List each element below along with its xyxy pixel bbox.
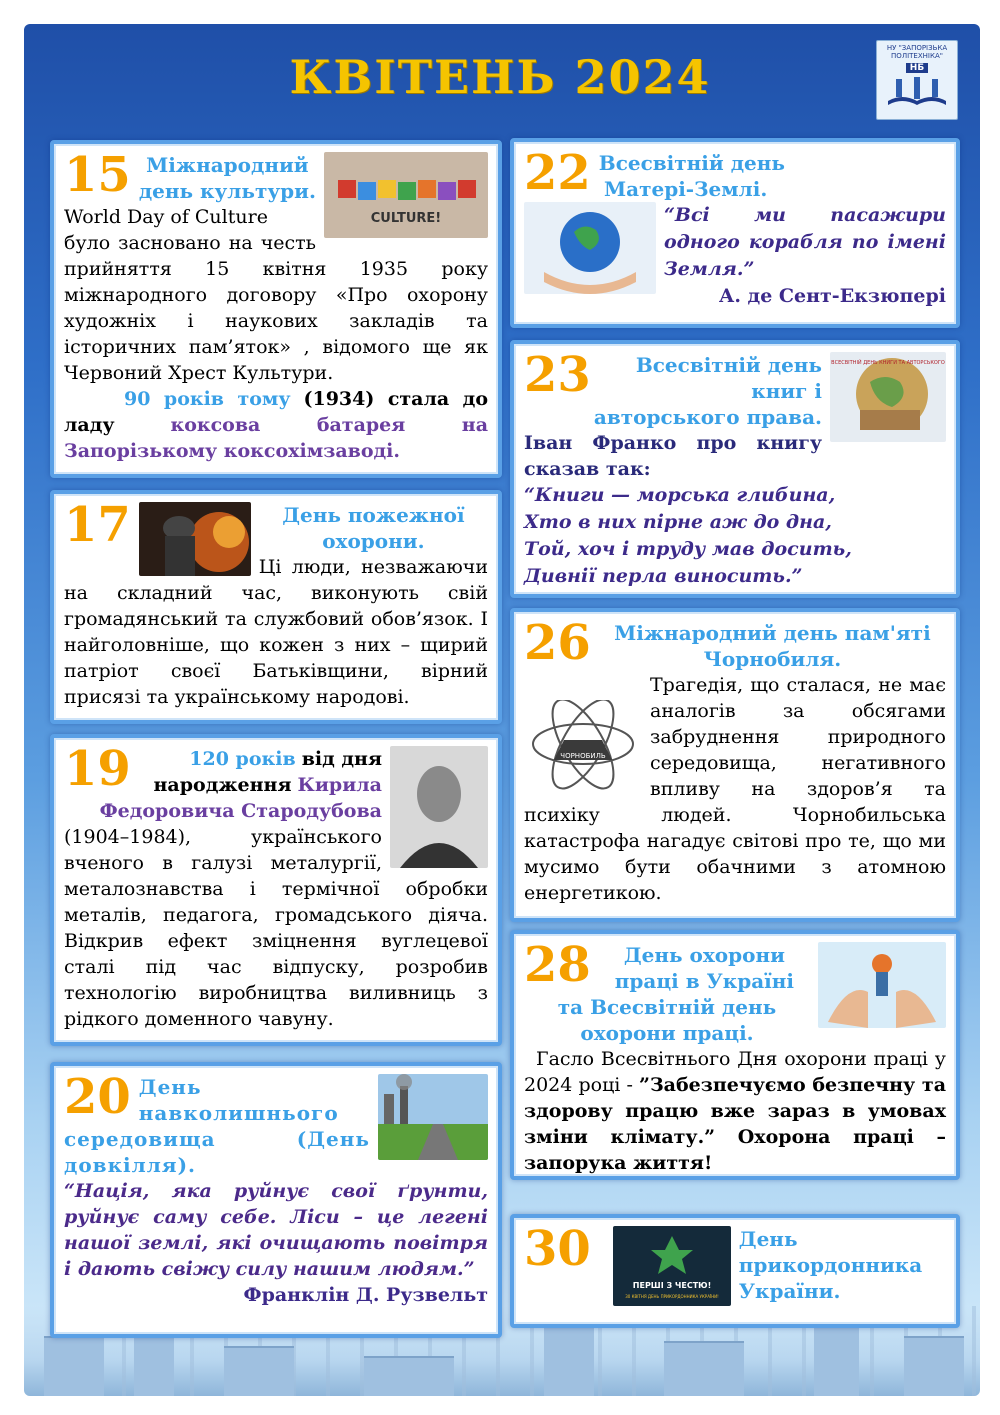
slogan-text: ”Забезпечуємо безпечну та здорову працю вже зараз в умовах зміни клімату.” Охорона праці – запорука життя! (524, 1074, 946, 1174)
day-number: 20 (64, 1069, 131, 1125)
card-april-19 (50, 734, 502, 1046)
card-heading-line1: Всесвітній день (598, 151, 785, 175)
highlight-event: (1934) стала до ладу (64, 388, 488, 436)
card-body: (1904–1984), українського вченого в галузі металургії, металознавства і термічної обробки металів, педагога, громадського діяча. Відкрив ефект зміцнення вуглецевої сталі під час відпуску, розробив технологію виробництва виливниць з рідкого доменного чавуну. (64, 826, 488, 1030)
day-number: 22 (524, 145, 591, 201)
portrait-image (390, 746, 488, 868)
card-april-20 (50, 1062, 502, 1338)
svg-text:CULTURE!: CULTURE! (370, 211, 442, 226)
quote-line4: Дивнії перла виносить.” (524, 565, 803, 587)
library-logo (876, 40, 958, 120)
quote-line2: Хто в них пірне аж до дна, (524, 511, 832, 533)
card-heading: День охорони праці в Україні та Всесвітній день охорони праці. (557, 943, 795, 1045)
card-highlight (64, 386, 488, 464)
card-april-15 (50, 140, 502, 478)
card-body (524, 1046, 946, 1176)
slogan-intro: Гасло Всесвітнього Дня охорони праці у 2024 році - (524, 1048, 946, 1096)
quote-line1: “Книги — морська глибина, (524, 484, 836, 506)
culture-image (324, 152, 488, 238)
day-number: 23 (524, 347, 591, 403)
birth-label: від дня народження (153, 748, 382, 796)
quote-author: А. де Сент-Екзюпері (718, 285, 946, 307)
svg-text:ВСЕСВІТНІЙ ДЕНЬ КНИГИ ТА АВТОР: ВСЕСВІТНІЙ ДЕНЬ КНИГИ ТА АВТОРСЬКОГО (831, 360, 945, 366)
day-number: 19 (64, 741, 131, 797)
svg-text:30 КВІТНЯ ДЕНЬ ПРИКОРДОННИКА У: 30 КВІТНЯ ДЕНЬ ПРИКОРДОННИКА УКРАЇНИ! (625, 1294, 719, 1299)
card-body: було засновано на честь прийняття 15 квітня 1935 року міжнародного договору «Про охорону художніх і наукових закладів та історичних пам’яток» , відомого ще як Червоний Хрест Культури. (64, 232, 488, 384)
firefighter-image (139, 502, 251, 576)
books-globe-image (830, 352, 946, 442)
card-april-23 (510, 340, 960, 598)
highlight-years: 120 років (189, 748, 296, 770)
card-heading: Міжнародний день культури. (138, 153, 316, 203)
svg-text:ЧОРНОБИЛЬ: ЧОРНОБИЛЬ (560, 752, 606, 760)
environment-image (378, 1074, 488, 1160)
card-april-28 (510, 930, 960, 1180)
card-heading: День пожежної охорони. (282, 503, 465, 553)
card-heading: Всесвітній день книг і авторського права. (593, 353, 822, 429)
card-body (524, 672, 946, 906)
card-body-text: Трагедія, що сталася, не має аналогів за обсягами забруднення природного середовища, негативного впливу на здоров’я та психіку людей. Чорнобильська катастрофа нагадує світові про те, що ми мусимо бути обачними з атомною енергетикою. (524, 674, 946, 904)
card-subtitle: World Day of Culture (64, 206, 268, 228)
card-april-26 (510, 608, 960, 922)
quote-line3: Той, хоч і труду мав досить, (524, 538, 852, 560)
book-icon (884, 75, 950, 111)
person-name: Кирила Федоровича Стародубова (99, 774, 382, 822)
quote-author: Франклін Д. Рузвельт (243, 1284, 488, 1306)
card-heading: День прикордонника України. (738, 1227, 923, 1303)
labor-safety-image (818, 942, 946, 1028)
card-body: Ці люди, незважаючи на складний час, виконують свій громадянський та службовий обов’язок. І найголовніше, що кожен з них – щирий патріот своєї Батьківщини, вірний присязі та українському народові. (64, 556, 488, 708)
card-heading: Міжнародний день пам'яті Чорнобиля. (614, 621, 931, 671)
day-number: 17 (64, 497, 131, 553)
earth-image (524, 202, 656, 294)
svg-text:ПЕРШІ З ЧЕСТЮ!: ПЕРШІ З ЧЕСТЮ! (632, 1281, 712, 1290)
card-quote: “Всі ми пасажири одного корабля по імені Земля.” (664, 204, 946, 280)
card-april-17 (50, 490, 502, 724)
card-heading: День навколишнього середовища (День довкілля). (64, 1075, 370, 1177)
highlight-years: 90 років тому (124, 388, 291, 410)
card-april-30 (510, 1214, 960, 1328)
day-number: 15 (64, 147, 131, 203)
card-april-22 (510, 138, 960, 328)
chernobyl-image (524, 700, 642, 796)
day-number: 26 (524, 615, 591, 671)
logo-badge: НБ (906, 63, 928, 73)
border-guard-image (613, 1226, 731, 1306)
logo-line2: ПОЛІТЕХНІКА" (891, 52, 943, 60)
logo-line1: НУ "ЗАПОРІЗЬКА (886, 44, 948, 52)
page-title: КВІТЕНЬ 2024 (289, 50, 711, 104)
day-number: 28 (524, 937, 591, 993)
card-intro: Іван Франко про книгу сказав так: (524, 432, 822, 480)
card-quote: “Нація, яка руйнує свої ґрунти, руйнує саму себе. Ліси – це легені нашої землі, які очищають повітря і дають свіжу силу нашим людям.” (64, 1180, 488, 1280)
day-number: 30 (524, 1221, 591, 1277)
highlight-object: коксова батарея на Запорізькому коксохімзаводі. (64, 414, 489, 462)
card-heading-line2: Матері-Землі. (604, 177, 768, 201)
